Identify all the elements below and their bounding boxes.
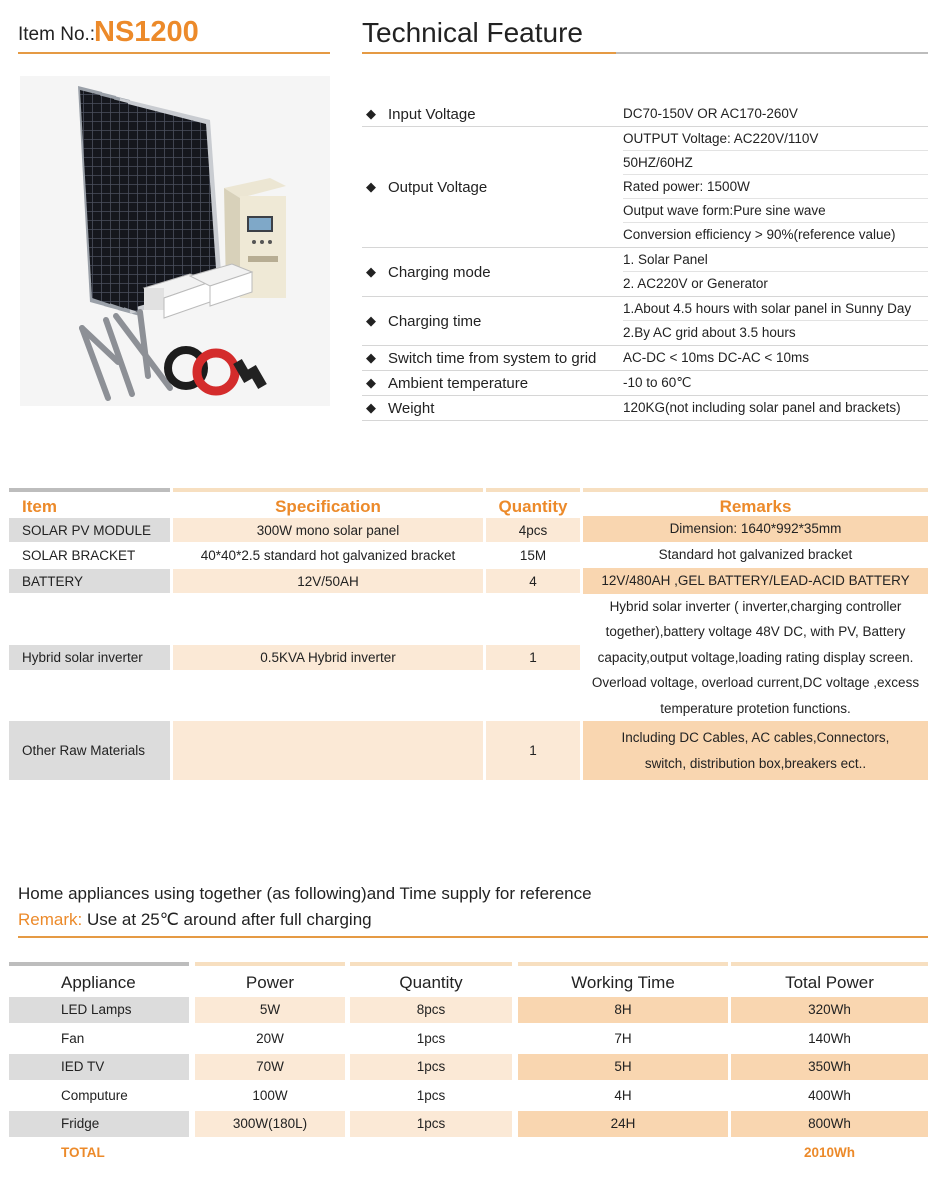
cell-appliance: IED TV [9, 1054, 189, 1080]
feature-name-text: Output Voltage [388, 178, 488, 196]
feature-name [362, 297, 620, 345]
table-row [9, 721, 928, 780]
feature-value: OUTPUT Voltage: AC220V/110V [623, 127, 928, 151]
diamond-bullet-icon: ◆ [366, 350, 376, 365]
cell-total-power: 800Wh [731, 1111, 928, 1137]
feature-value: 1.About 4.5 hours with solar panel in Sunny Day [623, 297, 928, 321]
feature-value: 120KG(not including solar panel and brackets) [623, 400, 901, 415]
header-power: Power [195, 962, 345, 994]
item-number-value: NS1200 [94, 16, 199, 48]
feature-value: Output wave form:Pure sine wave [623, 199, 928, 223]
cell-quantity: 1pcs [416, 1087, 446, 1103]
cell-qty: 4 [486, 569, 580, 593]
cell-spec [173, 721, 483, 780]
cell-total-power: 400Wh [808, 1087, 851, 1103]
feature-name-text: Charging mode [388, 263, 491, 281]
header-specification: Specification [173, 488, 483, 516]
cell-spec: 12V/50AH [173, 569, 483, 593]
diamond-bullet-icon: ◆ [366, 375, 376, 390]
feature-row [362, 346, 928, 371]
feature-name [362, 127, 620, 247]
cell-power: 5W [195, 997, 345, 1023]
cell-appliance: Fan [61, 1030, 85, 1046]
cell-item: SOLAR BRACKET [22, 547, 136, 563]
solar-system-illustration [20, 76, 330, 406]
cell-qty: 4pcs [486, 518, 580, 542]
feature-name-text: Switch time from system to grid [388, 349, 597, 367]
cell-remarks: Standard hot galvanized bracket [658, 547, 853, 563]
technical-feature-heading [362, 14, 928, 54]
diamond-bullet-icon: ◆ [366, 400, 376, 415]
cell-appliance: Computure [61, 1087, 128, 1103]
diamond-bullet-icon: ◆ [366, 179, 376, 194]
cell-appliance: Fridge [9, 1111, 189, 1137]
feature-row [362, 297, 928, 346]
cell-total-power: 140Wh [808, 1030, 851, 1046]
feature-name [362, 396, 620, 420]
cell-power: 100W [252, 1087, 288, 1103]
feature-name [362, 102, 620, 126]
header-quantity: Quantity [486, 488, 580, 516]
cable-icon [168, 350, 267, 391]
cell-working-time: 8H [518, 997, 728, 1023]
feature-value: 2. AC220V or Generator [623, 276, 768, 291]
cell-remarks: 12V/480AH ,GEL BATTERY/LEAD-ACID BATTERY [583, 568, 928, 594]
bracket-icon [82, 312, 170, 398]
header-remarks: Remarks [583, 488, 928, 516]
table-row [9, 516, 928, 542]
table-row [9, 542, 928, 568]
cell-working-time: 5H [518, 1054, 728, 1080]
cell-total-power: 350Wh [731, 1054, 928, 1080]
cell-spec: 300W mono solar panel [173, 518, 483, 542]
table-row [9, 594, 928, 721]
cell-remarks: Including DC Cables, AC cables,Connectors, switch, distribution box,breakers ect.. [583, 721, 928, 780]
cell-remarks: Dimension: 1640*992*35mm [583, 516, 928, 542]
cell-qty: 15M [519, 547, 547, 563]
feature-row [362, 102, 928, 127]
feature-value: DC70-150V OR AC170-260V [623, 106, 798, 121]
cell-remarks: Hybrid solar inverter ( inverter,charging controller together),battery voltage 48V DC, with PV, Battery capacity,output voltage,loading rating display screen. Overload voltage, overload current,DC voltage ,excess temperature protetion functions. [591, 598, 920, 716]
feature-value: 50HZ/60HZ [623, 151, 928, 175]
feature-row [362, 127, 928, 248]
cell-working-time: 7H [614, 1030, 632, 1046]
header-total-power: Total Power [731, 962, 928, 994]
header-appliance: Appliance [9, 962, 189, 994]
remark-label: Remark: [18, 910, 83, 929]
header-working-time: Working Time [518, 962, 728, 994]
cell-power: 20W [256, 1030, 284, 1046]
table-row [9, 568, 928, 594]
feature-value: -10 to 60℃ [623, 375, 692, 390]
cell-total-power: 320Wh [731, 997, 928, 1023]
feature-name-text: Input Voltage [388, 105, 476, 123]
product-photo [20, 76, 330, 406]
cell-spec: 0.5KVA Hybrid inverter [173, 645, 483, 670]
feature-row [362, 248, 928, 297]
configuration-header [9, 488, 928, 516]
feature-row [362, 371, 928, 396]
header-quantity: Quantity [350, 962, 512, 994]
diamond-bullet-icon: ◆ [366, 264, 376, 279]
cell-quantity: 1pcs [416, 1030, 446, 1046]
feature-value: Rated power: 1500W [623, 175, 928, 199]
feature-value: AC-DC < 10ms DC-AC < 10ms [623, 350, 810, 365]
diamond-bullet-icon: ◆ [366, 313, 376, 328]
remark-text: Use at 25℃ around after full charging [82, 910, 372, 929]
cell-power: 300W(180L) [195, 1111, 345, 1137]
feature-value: 1. Solar Panel [623, 248, 928, 272]
cell-quantity: 1pcs [350, 1111, 512, 1137]
cell-qty: 1 [486, 721, 580, 780]
total-label: TOTAL [61, 1144, 105, 1160]
appliances-title: Home appliances using together (as following)and Time supply for reference [18, 884, 592, 903]
cell-item: Hybrid solar inverter [9, 645, 170, 670]
cell-working-time: 24H [518, 1111, 728, 1137]
item-number-label: Item No.: [18, 24, 96, 45]
appliances-remark [18, 910, 928, 938]
technical-feature-title: Technical Feature [362, 17, 584, 48]
feature-name-text: Ambient temperature [388, 374, 529, 392]
feature-row [362, 396, 928, 421]
cell-item: BATTERY [9, 569, 170, 593]
feature-name [362, 371, 620, 395]
cell-appliance: LED Lamps [9, 997, 189, 1023]
cell-item: Other Raw Materials [9, 721, 170, 780]
cell-power: 70W [195, 1054, 345, 1080]
feature-value: Conversion efficiency > 90%(reference value) [623, 227, 896, 242]
technical-feature-table [362, 102, 928, 421]
configuration-table [9, 488, 928, 780]
header-item: Item [9, 488, 170, 516]
item-number-heading [18, 14, 330, 54]
feature-name-text: Charging time [388, 312, 482, 330]
diamond-bullet-icon: ◆ [366, 106, 376, 121]
cell-quantity: 1pcs [350, 1054, 512, 1080]
feature-name-text: Weight [388, 399, 435, 417]
cell-working-time: 4H [614, 1087, 632, 1103]
cell-qty: 1 [486, 645, 580, 670]
feature-name [362, 346, 620, 370]
cell-quantity: 8pcs [350, 997, 512, 1023]
cell-item: SOLAR PV MODULE [9, 518, 170, 542]
feature-value: 2.By AC grid about 3.5 hours [623, 325, 796, 340]
cell-spec: 40*40*2.5 standard hot galvanized bracket [200, 547, 456, 563]
feature-name [362, 248, 620, 296]
total-value: 2010Wh [803, 1144, 856, 1160]
